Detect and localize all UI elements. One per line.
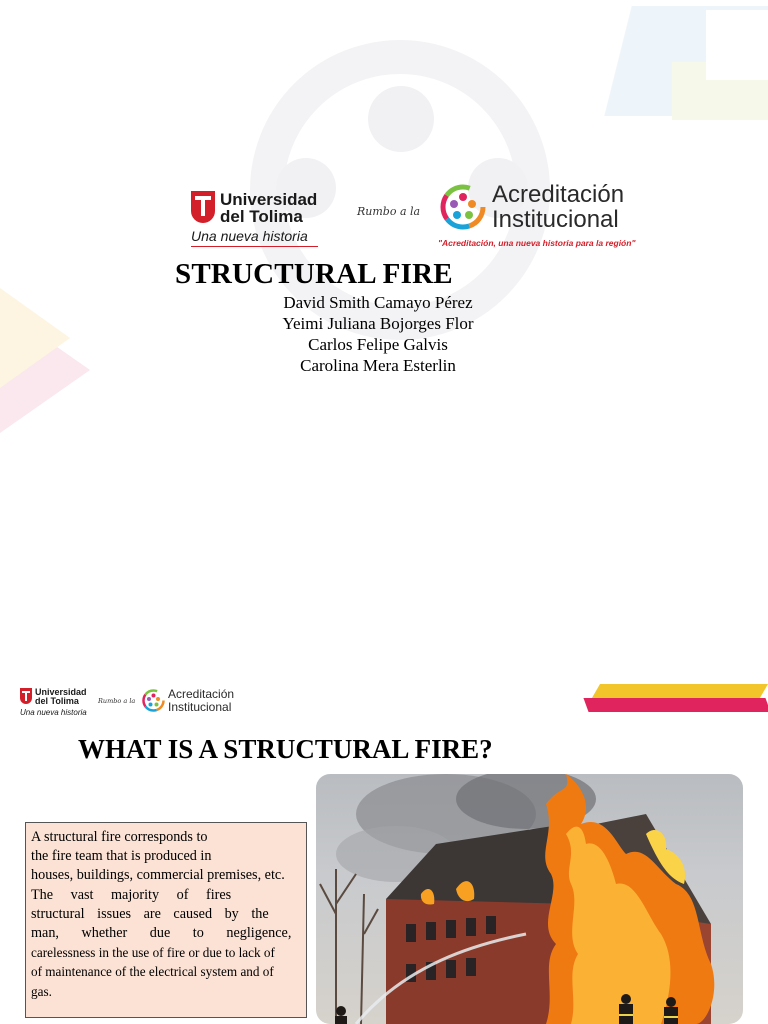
body-line: of maintenance of the electrical system and of [31,964,274,980]
slide-title: STRUCTURAL FIRE [175,258,453,290]
body-line: houses, buildings, commercial premises, etc. [31,867,285,884]
body-line: gas. [31,983,52,999]
universidad-tolima-logo [191,191,317,225]
body-line: A structural fire corresponds to [31,829,208,845]
ut-underline [191,246,318,247]
decorative-stripe [583,698,768,712]
author-name: Carolina Mera Esterlin [300,356,456,375]
rumbo-text: Rumbo a la [357,205,421,218]
fire-photo-icon [316,774,743,1024]
ut-shield-icon [20,688,32,704]
author-name: Yeimi Juliana Bojorges Flor [282,314,474,333]
ut-slogan: Una nueva historia [191,228,308,244]
ut-shield-icon [191,191,215,223]
ut-name-line2: del Tolima [35,696,79,706]
body-line: carelessness in the use of fire or due to lack of [31,945,275,961]
rumbo-text: Rumbo a la [98,697,136,705]
decorative-shape [0,288,70,388]
acr-line2: Institucional [168,699,232,714]
ut-name-line1: Universidad [220,190,318,209]
body-line: the fire team that is produced in [31,848,212,865]
body-line: The vast majority of fires [31,886,232,903]
acr-line1: Acreditación [492,181,625,208]
burning-building-photo [316,774,743,1024]
acr-quote: "Acreditación, una nueva historia para la región" [438,238,636,248]
ut-name-line1: Universidad [35,687,87,697]
background-dot [368,86,434,152]
body-line: man, whether due to negligence, [31,925,292,942]
author-name: David Smith Camayo Pérez [283,293,473,312]
slide-title: WHAT IS A STRUCTURAL FIRE? [78,734,493,764]
acreditacion-logo [438,182,624,232]
universidad-tolima-logo [20,688,87,706]
author-name: Carlos Felipe Galvis [308,335,448,354]
definition-textbox [25,822,307,1018]
acr-line1: Acreditación [168,687,235,701]
acreditacion-flower-icon [438,182,488,232]
content-slide [0,668,768,1024]
decorative-shape [706,10,768,80]
body-line: structural issues are caused by the [31,905,269,922]
ut-slogan: Una nueva historia [20,708,87,717]
authors-list [238,292,518,376]
acr-line2: Institucional [492,206,619,234]
acreditacion-flower-icon [141,688,166,713]
acreditacion-logo [141,688,234,713]
ut-name-line2: del Tolima [220,207,303,226]
